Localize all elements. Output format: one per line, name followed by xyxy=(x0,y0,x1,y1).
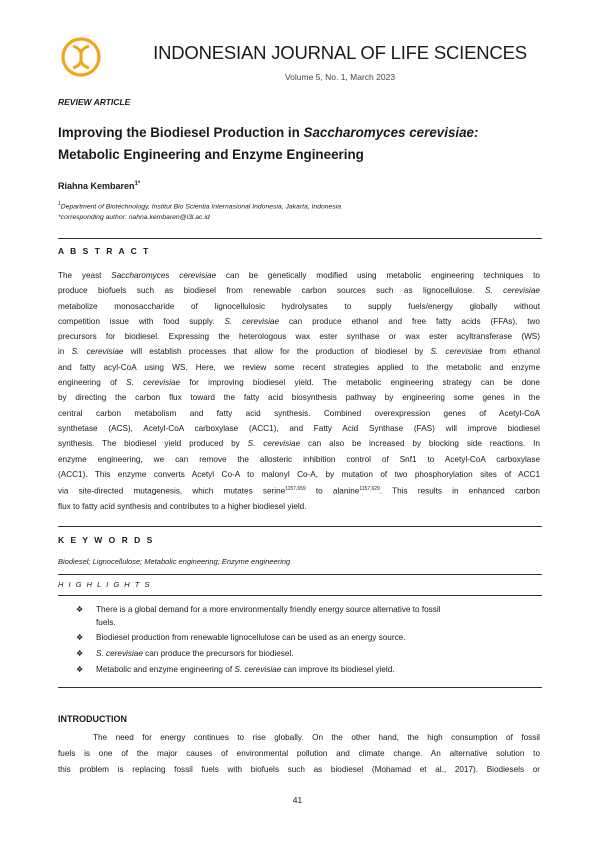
journal-title: INDONESIAN JOURNAL OF LIFE SCIENCES xyxy=(153,42,527,63)
page-number: 41 xyxy=(292,795,303,805)
abstract-line: flux to fatty acid synthesis and contributes to a higher biodiesel yield. xyxy=(58,502,307,512)
corresponding-author: *corresponding author: riahna.kembaren@i3l.ac.id xyxy=(58,214,210,222)
highlight-text: There is a global demand for a more environmentally friendly energy source alternative to fossil fuels. xyxy=(96,605,441,628)
highlight-text: Biodiesel production from renewable lignocellulose can be used as an energy source. xyxy=(96,633,406,642)
article-title xyxy=(58,122,538,166)
abstract-line: metabolize monosaccharide of lignocellulosic hydrolysates to supply fuels/energy globally without xyxy=(58,301,540,311)
abstract-line: enzyme engineering, we can remove the allosteric inhibition control of Snf1 to Acetyl-CoA carboxylase xyxy=(58,454,540,464)
abstract-line: by directing the carbon flux toward the fatty acid biosynthesis pathway by engineering some genes in the xyxy=(58,393,540,403)
affiliation: Department of Biotechnology, Institut Bio Scientia Internasional Indonesia, Jakarta, Indonesia xyxy=(60,203,342,211)
highlight-text: S. cerevisiae can produce the precursors for biodiesel. xyxy=(96,649,294,658)
abstract-line: and fatty acyl-CoA using WS. Here, we review some recent strategies applied to the metabolic and enzyme xyxy=(58,362,540,372)
abstract-line: (ACC1). This enzyme converts Acetyl Co-A to malonyl Co-A, by mutation of two phosphorylation sites of ACC1 xyxy=(58,469,540,479)
abstract-body xyxy=(58,268,540,514)
abstract-line: central carbon metabolism and fatty acid synthesis. Combined overexpression genes of Acetyl-CoA xyxy=(58,408,540,418)
introduction-line: this problem is replacing fossil fuels with biofuels such as biodiesel (Mohamad et al., 2017). Biodiesels or xyxy=(58,765,540,774)
keywords-text: Biodiesel; Lignocellulose; Metabolic engineering; Enzyme engineering xyxy=(58,557,291,566)
affiliation-sup: 1 xyxy=(58,201,61,207)
divider xyxy=(58,687,542,688)
abstract-line: The yeast Saccharomyces cerevisiae can be genetically modified using metabolic engineering techniques to xyxy=(58,271,540,280)
highlight-text: Metabolic and enzyme engineering of S. cerevisiae can improve its biodiesel yield. xyxy=(96,665,395,674)
keywords-heading: K E Y W O R D S xyxy=(58,535,155,545)
title-part2: Metabolic Engineering and Enzyme Engineering xyxy=(58,147,364,162)
divider xyxy=(58,526,542,527)
abstract-line: via site-directed mutagenesis, which mutates serine$^{1157,659}$ to alanine$^{1157,629}$. This results in enhanced carbon xyxy=(58,486,540,496)
title-italic: Saccharomyces cerevisiae: xyxy=(303,125,479,140)
divider xyxy=(58,574,542,575)
article-type: REVIEW ARTICLE xyxy=(58,97,131,107)
bullet-icon: ❖ xyxy=(76,665,84,674)
introduction-line: fuels is one of the major causes of environmental pollution and climate change. An alternative solution to xyxy=(58,749,540,758)
introduction-line: The need for energy continues to rise globally. On the other hand, the high consumption of fossil xyxy=(93,733,540,742)
abstract-line: synthesis. The biodiesel yield produced by S. cerevisiae can also be increased by blocking side reactions. In xyxy=(58,439,540,449)
author-sup: 1* xyxy=(134,181,141,187)
bullet-icon: ❖ xyxy=(76,649,84,658)
abstract-line: synthetase (ACS), Acetyl-CoA carboxylase (ACC1), and Fatty Acid Synthase (FAS) will improve biodiesel xyxy=(58,423,540,433)
abstract-line: precursors for biodiesel. Expressing the heterologous wax ester synthase or wax ester acyltransferase (WS) xyxy=(58,332,540,342)
introduction-heading: INTRODUCTION xyxy=(58,714,127,724)
affiliation-block xyxy=(58,199,341,223)
bullet-icon: ❖ xyxy=(76,605,84,614)
abstract-line: engineering of S. cerevisiae for improving biodiesel yield. The metabolic engineering strategy can be done xyxy=(58,378,540,388)
abstract-heading: A B S T R A C T xyxy=(58,246,151,256)
abstract-line: in S. cerevisiae will establish processes that allow for the production of biodiesel by S. cerevisiae from ethanol xyxy=(58,347,540,357)
divider xyxy=(58,238,542,239)
highlights-heading: H I G H L I G H T S xyxy=(58,580,151,589)
introduction-body xyxy=(58,730,540,778)
abstract-line: competition issue with food supply. S. cerevisiae can produce ethanol and free fatty acids (FFAs), two xyxy=(58,316,540,326)
bullet-icon: ❖ xyxy=(76,633,84,642)
abstract-line: produce biofuels such as biodiesel from renewable carbon sources such as lignocellulose. S. cerevisiae xyxy=(58,286,540,296)
volume-info: Volume 5, No. 1, March 2023 xyxy=(284,72,396,82)
journal-logo xyxy=(60,36,102,78)
author-name: Riahna Kembaren$^{1*}$ xyxy=(58,181,141,191)
title-part1: Improving the Biodiesel Production in xyxy=(58,125,304,140)
divider xyxy=(58,595,542,596)
